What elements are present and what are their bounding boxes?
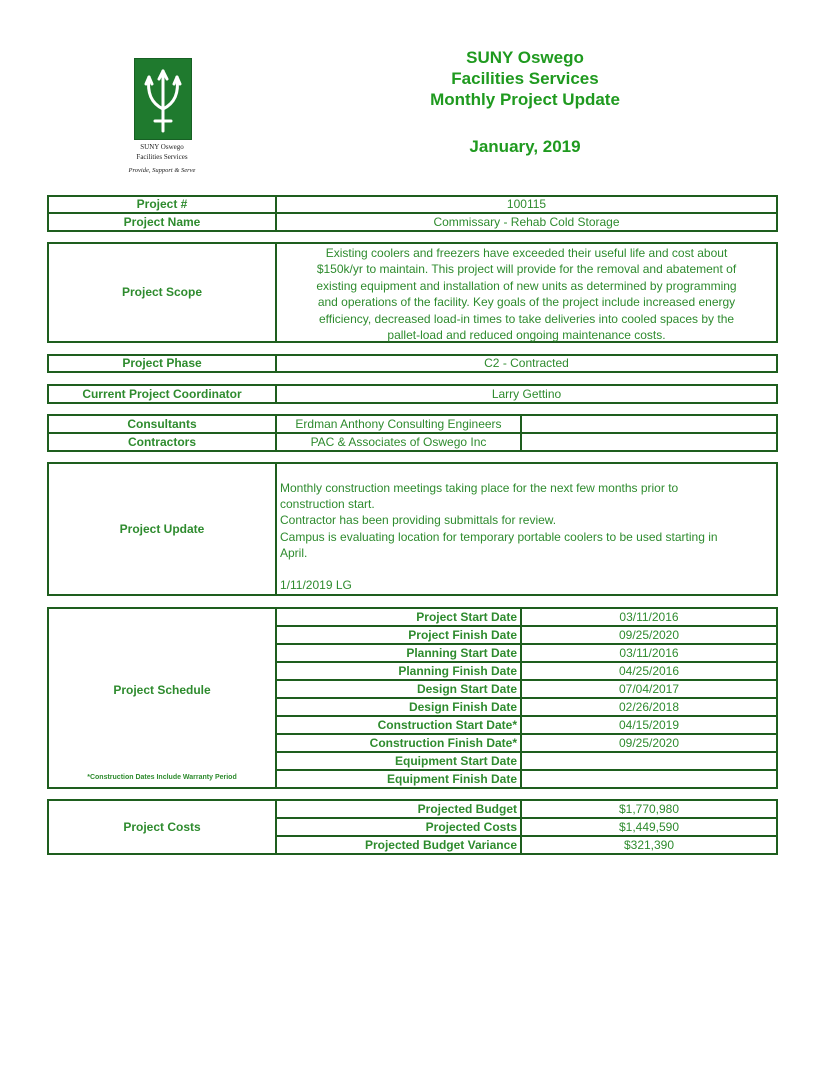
schedule-row-value: 09/25/2020 — [618, 736, 680, 750]
schedule-note: *Construction Dates Include Warranty Period — [87, 774, 237, 781]
schedule-row-value: 03/11/2016 — [619, 646, 679, 660]
project-number-value: 100115 — [506, 197, 547, 211]
project-name-label: Project Name — [123, 215, 201, 229]
schedule-row-value: 04/15/2019 — [618, 718, 680, 732]
coordinator-value: Larry Gettino — [491, 387, 562, 401]
consultants-table — [47, 414, 778, 452]
schedule-row-value: 07/04/2017 — [618, 682, 680, 696]
project-costs-table — [47, 799, 778, 855]
scope-line: Existing coolers and freezers have exceeded their useful life and cost about — [325, 246, 728, 260]
update-line: Contractor has been providing submittals for review. — [280, 513, 557, 528]
schedule-row-value — [522, 771, 776, 787]
schedule-row-label: Equipment Start Date — [394, 754, 517, 768]
cost-row-label: Projected Costs — [425, 820, 517, 834]
scope-line: existing equipment and installation of new units as determined by programming — [316, 278, 737, 293]
update-line: Campus is evaluating location for temporary portable coolers to be used starting in — [280, 529, 718, 544]
schedule-row-label: Construction Finish Date* — [369, 736, 517, 750]
logo-name-line1: SUNY Oswego — [140, 143, 184, 151]
contractors-label: Contractors — [127, 435, 196, 449]
project-costs-label: Project Costs — [123, 820, 201, 834]
schedule-row-label: Project Start Date — [416, 610, 517, 624]
cost-row-value: $1,770,980 — [618, 802, 680, 816]
cost-row-label: Projected Budget — [417, 802, 517, 816]
update-line: April. — [280, 545, 308, 560]
coordinator-table — [47, 384, 778, 404]
project-id-table — [47, 195, 778, 232]
coordinator-label: Current Project Coordinator — [82, 387, 242, 401]
project-scope-table — [47, 242, 778, 343]
project-schedule-label: Project Schedule — [113, 683, 211, 697]
project-phase-label: Project Phase — [122, 356, 202, 370]
report-date: January, 2019 — [469, 137, 581, 156]
update-line — [280, 561, 776, 577]
trident-icon — [135, 59, 191, 139]
project-number-label: Project # — [136, 197, 188, 211]
schedule-row-label: Design Finish Date — [408, 700, 517, 714]
logo-name-line2: Facilities Services — [136, 153, 188, 161]
schedule-row-value — [522, 753, 776, 769]
project-update-table — [47, 462, 778, 596]
schedule-row-label: Planning Finish Date — [398, 664, 517, 678]
update-line: 1/11/2019 LG — [280, 578, 352, 593]
cost-row-value: $1,449,590 — [618, 820, 680, 834]
schedule-row-value: 04/25/2016 — [618, 664, 680, 678]
logo-tagline: Provide, Support & Serve — [128, 167, 196, 174]
project-schedule-table — [47, 607, 778, 789]
consultants-label: Consultants — [127, 417, 197, 431]
scope-line: and operations of the facility. Key goals of the project include increased energy — [317, 295, 736, 310]
cost-row-value: $321,390 — [623, 838, 675, 852]
title-report: Monthly Project Update — [430, 90, 620, 109]
logo-name — [112, 142, 212, 162]
schedule-row-value: 03/11/2016 — [619, 610, 679, 624]
project-phase-value: C2 - Contracted — [484, 356, 569, 370]
title-org: SUNY Oswego — [466, 48, 584, 67]
schedule-row-value: 09/25/2020 — [618, 628, 680, 642]
schedule-row-label: Planning Start Date — [406, 646, 517, 660]
schedule-row-label: Equipment Finish Date — [386, 772, 517, 786]
scope-line: pallet-load and reduced ongoing maintenance costs. — [387, 328, 666, 343]
project-scope-label: Project Scope — [121, 285, 203, 299]
scope-line: efficiency, decreased load-in times to take deliveries into cooled spaces by the — [318, 311, 735, 326]
project-update-text — [280, 480, 776, 593]
schedule-row-label: Project Finish Date — [408, 628, 517, 642]
project-phase-table — [47, 354, 778, 373]
update-line: Monthly construction meetings taking place for the next few months prior to — [280, 481, 679, 495]
schedule-row-label: Construction Start Date* — [377, 718, 517, 732]
logo — [134, 58, 192, 140]
update-line: construction start. — [280, 497, 375, 512]
project-scope-text — [277, 245, 776, 343]
schedule-row-value: 02/26/2018 — [618, 700, 680, 714]
project-update-label: Project Update — [119, 522, 205, 536]
project-name-value: Commissary - Rehab Cold Storage — [433, 215, 620, 229]
contractors-value: PAC & Associates of Oswego Inc — [310, 435, 487, 449]
title-dept: Facilities Services — [451, 69, 599, 88]
cost-row-label: Projected Budget Variance — [364, 838, 517, 852]
consultants-value: Erdman Anthony Consulting Engineers — [295, 417, 502, 431]
scope-line: $150k/yr to maintain. This project will provide for the removal and abatement of — [316, 262, 737, 277]
schedule-row-label: Design Start Date — [416, 682, 517, 696]
